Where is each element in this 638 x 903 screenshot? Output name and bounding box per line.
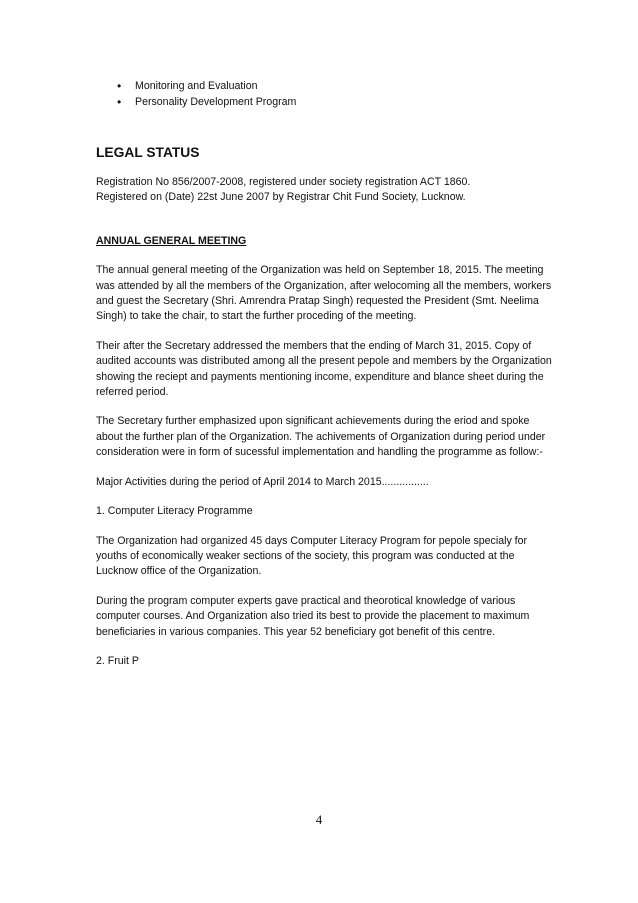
bullet-text: Personality Development Program	[135, 96, 297, 108]
item-1-paragraph-1: The Organization had organized 45 days Computer Literacy Program for pepole specialy for youths of economically weaker sections of the society, this program was conducted at the Lucknow office of the Organization.	[96, 534, 528, 578]
legal-status-text	[96, 175, 556, 206]
bullet-item	[96, 94, 556, 110]
bullet-icon: •	[117, 79, 122, 93]
agm-paragraph-3: The Secretary further emphasized upon significant achievements during the eriod and spoke about the further plan of the Organization. The achivements of Organization during period under consideration were in form of sucessful implementation and handling the programme as follow:-	[96, 415, 546, 459]
item-1-paragraph-2: During the program computer experts gave practical and theorotical knowledge of various computer courses. And Organization also tried its best to provide the placement to maximum beneficiaries in various companies. This year 52 beneficiary got benefit of this centre.	[96, 594, 530, 638]
bullet-item	[96, 78, 556, 94]
legal-status-heading: LEGAL STATUS	[96, 145, 200, 160]
agm-paragraph-2: Their after the Secretary addressed the members that the ending of March 31, 2015. Copy of audited accounts was distributed among all the present pepole and members by the Organization showing the reciept and payments mentioning income, expenditure and blance sheet during the referred period.	[96, 339, 552, 399]
major-activities-line: Major Activities during the period of April 2014 to March 2015................	[96, 475, 429, 488]
page-number: 4	[315, 812, 323, 827]
agm-heading: ANNUAL GENERAL MEETING	[96, 234, 247, 247]
item-1-title: 1. Computer Literacy Programme	[96, 505, 253, 518]
page-content	[96, 78, 556, 669]
registered-on-line: Registered on (Date) 22st June 2007 by Registrar Chit Fund Society, Lucknow.	[96, 191, 466, 204]
agm-paragraph-1: The annual general meeting of the Organization was held on September 18, 2015. The meeting was attended by all the members of the Organization, after welocoming all the members, workers and guest the Secretary (Shri. Amrendra Pratap Singh) requested the President (Smt. Neelima Singh) to take the chair, to start the further proceding of the meeting.	[96, 264, 552, 323]
bullet-text: Monitoring and Evaluation	[135, 80, 258, 92]
bullet-list	[96, 78, 556, 110]
bullet-icon: •	[117, 95, 122, 109]
registration-line: Registration No 856/2007-2008, registered under society registration ACT 1860.	[96, 176, 471, 188]
item-2-title: 2. Fruit P	[96, 654, 139, 667]
